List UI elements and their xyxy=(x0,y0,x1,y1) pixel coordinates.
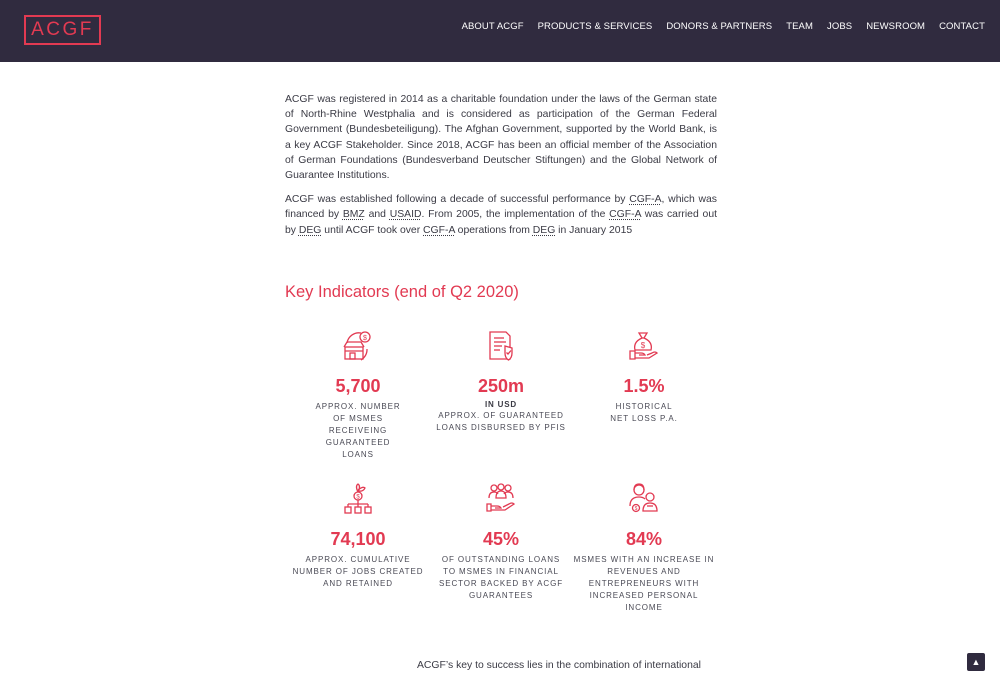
nav-jobs[interactable]: JOBS xyxy=(827,21,853,32)
acgf-logo[interactable]: ACGF xyxy=(24,15,101,45)
money-bag-hand-icon xyxy=(627,329,661,363)
indicator-card xyxy=(427,482,575,602)
p2-text-6: until ACGF took over xyxy=(321,224,424,236)
nav-about[interactable]: ABOUT ACGF xyxy=(461,21,524,32)
entrepreneurs-icon xyxy=(627,482,661,516)
indicator-value: 1.5% xyxy=(623,376,665,396)
people-hand-icon xyxy=(484,482,518,516)
abbr-bmz[interactable]: BMZ xyxy=(342,209,365,221)
indicator-value: 84% xyxy=(625,529,663,549)
intro-paragraph-2 xyxy=(285,192,717,238)
abbr-cgf-a[interactable]: CGF-A xyxy=(423,224,455,236)
svg-text:$: $ xyxy=(363,335,367,342)
indicator-description: OF OUTSTANDING LOANS TO MSMES IN FINANCIAL SECTOR BACKED BY ACGF GUARANTEES xyxy=(439,555,563,600)
indicator-description: APPROX. NUMBER OF MSMES RECEIVEING GUARANTEED LOANS xyxy=(315,402,401,459)
abbr-deg[interactable]: DEG xyxy=(298,224,322,236)
p2-text-1: ACGF was established following a decade of successful performance by xyxy=(285,194,630,206)
indicator-description: APPROX. OF GUARANTEED LOANS DISBURSED BY PFIS xyxy=(436,411,566,432)
indicator-description: MSMES WITH AN INCREASE IN REVENUES AND ENTREPRENEURS WITH INCREASED PERSONAL INCOME xyxy=(573,555,715,612)
indicator-value: 45% xyxy=(482,529,520,549)
abbr-cgf-a[interactable]: CGF-A xyxy=(609,209,641,221)
indicator-unit: IN USD xyxy=(485,400,517,409)
indicator-card xyxy=(284,329,432,461)
nav-contact[interactable]: CONTACT xyxy=(939,21,985,32)
svg-text:$: $ xyxy=(356,494,360,501)
indicator-value: 74,100 xyxy=(330,529,386,549)
key-indicators-title: Key Indicators (end of Q2 2020) xyxy=(285,283,519,301)
p2-text-7: operations from xyxy=(454,224,533,236)
chevron-up-icon: ▲ xyxy=(971,657,981,667)
success-text: ACGF’s key to success lies in the combination of international xyxy=(417,660,701,671)
abbr-cgf-a[interactable]: CGF-A xyxy=(629,194,662,206)
p2-text-3: and xyxy=(364,209,390,221)
svg-text:$: $ xyxy=(634,506,638,513)
document-shield-icon xyxy=(484,329,518,363)
indicator-card xyxy=(570,329,718,425)
abbr-deg[interactable]: DEG xyxy=(532,224,556,236)
site-header xyxy=(0,0,1000,62)
svg-text:$: $ xyxy=(640,341,646,350)
indicator-description: APPROX. CUMULATIVE NUMBER OF JOBS CREATED AND RETAINED xyxy=(292,555,424,588)
p2-text-2: , which was financed by xyxy=(285,194,717,221)
indicator-card xyxy=(284,482,432,590)
p2-text-4: . From 2005, the implementation of the xyxy=(421,209,610,221)
indicator-card xyxy=(427,329,575,434)
org-chart-dollar-icon xyxy=(341,482,375,516)
nav-products-services[interactable]: PRODUCTS & SERVICES xyxy=(537,21,653,32)
nav-newsroom[interactable]: NEWSROOM xyxy=(866,21,926,32)
intro-section xyxy=(285,92,717,247)
p2-text-8: in January 2015 xyxy=(555,224,633,236)
indicator-value: 250m xyxy=(477,376,525,396)
indicator-value: 5,700 xyxy=(335,376,381,396)
nav-team[interactable]: TEAM xyxy=(786,21,813,32)
shop-coin-icon xyxy=(341,329,375,363)
p2-text-5: was carried out by xyxy=(285,209,717,236)
intro-paragraph-1: ACGF was registered in 2014 as a charitable foundation under the laws of the German state of North-Rhine Westphalia and is considered as participation of the German Federal Government (Bundesbeteiligung). The Afghan Government, supported by the World Bank, is a key ACGF Stakeholder. Since 2018, ACGF has been an official member of the Association of German Foundations (Bundesverband Deutscher Stiftungen) and the Global Network of Guarantee Institutions. xyxy=(285,94,717,182)
indicator-card xyxy=(570,482,718,614)
indicator-description: HISTORICAL NET LOSS P.A. xyxy=(610,402,678,423)
abbr-usaid[interactable]: USAID xyxy=(389,209,422,221)
nav-donors-partners[interactable]: DONORS & PARTNERS xyxy=(666,21,773,32)
scroll-to-top-button[interactable] xyxy=(967,653,985,671)
main-nav xyxy=(462,21,985,32)
